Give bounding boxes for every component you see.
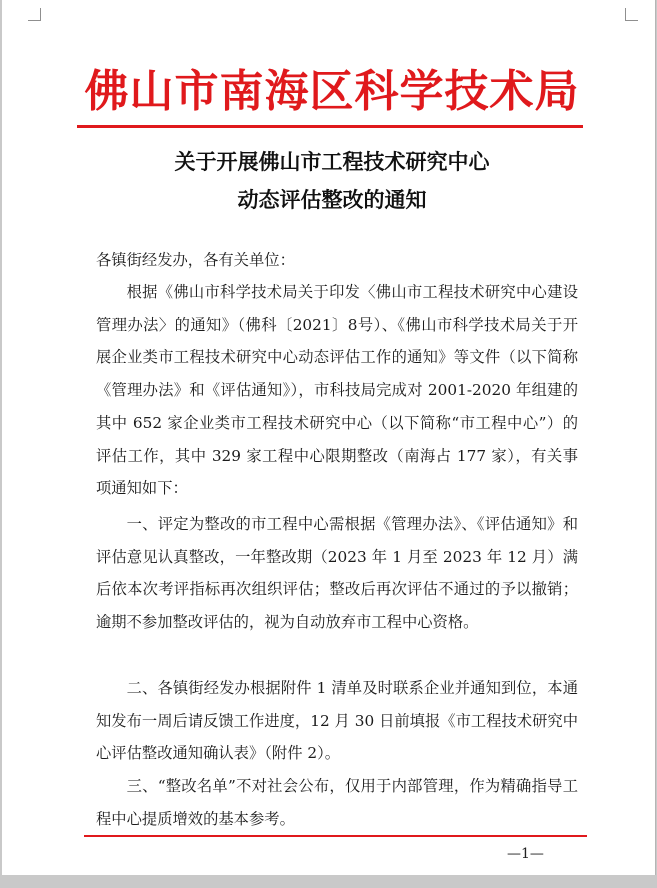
footer-red-rule xyxy=(84,835,587,837)
paragraph-item-1: 一、评定为整改的市工程中心需根据《管理办法》、《评估通知》和评估意见认真整改，一年整改期（2023 年 1 月至 2023 年 12 月）满后依本次考评指标再次组织评估；整改后再次评估不通过的予以撤销；逾期不参加整改评估的，视为自动放弃市工程中心资格。 xyxy=(96,515,578,632)
crop-mark-top-right xyxy=(625,8,638,21)
document-page xyxy=(2,0,656,875)
salutation: 各镇街经发办，各有关单位： xyxy=(96,251,295,269)
document-title-line-1: 关于开展佛山市工程技术研究中心 xyxy=(174,149,490,174)
crop-mark-top-left xyxy=(28,8,41,21)
paragraph-item-2: 二、各镇街经发办根据附件 1 清单及时联系企业并通知到位，本通知发布一周后请反馈工作进度，12 月 30 日前填报《市工程技术研究中心评估整改通知确认表》（附件 2）。 xyxy=(96,679,578,763)
agency-header: 佛山市南海区科学技术局 xyxy=(84,66,580,117)
header-red-rule xyxy=(77,125,583,128)
document-title-line-2: 动态评估整改的通知 xyxy=(237,187,427,212)
paragraph-intro: 根据《佛山市科学技术局关于印发〈佛山市工程技术研究中心建设管理办法〉的通知》（佛科〔2021〕8号）、《佛山市科学技术局关于开展企业类市工程技术研究中心动态评估工作的通知》等文件（以下简称《管理办法》和《评估通知》），市科技局完成对 2001-2020 年组建的其中 652 家企业类市工程技术研究中心（以下简称“市工程中心”）的评估工作，其中 329 家工程中心限期整改（南海占 177 家），有关事项通知如下： xyxy=(96,283,578,498)
paragraph-item-3: 三、“整改名单”不对社会公布，仅用于内部管理，作为精确指导工程中心提质增效的基本参考。 xyxy=(96,777,578,828)
page-number: —1— xyxy=(507,846,544,862)
